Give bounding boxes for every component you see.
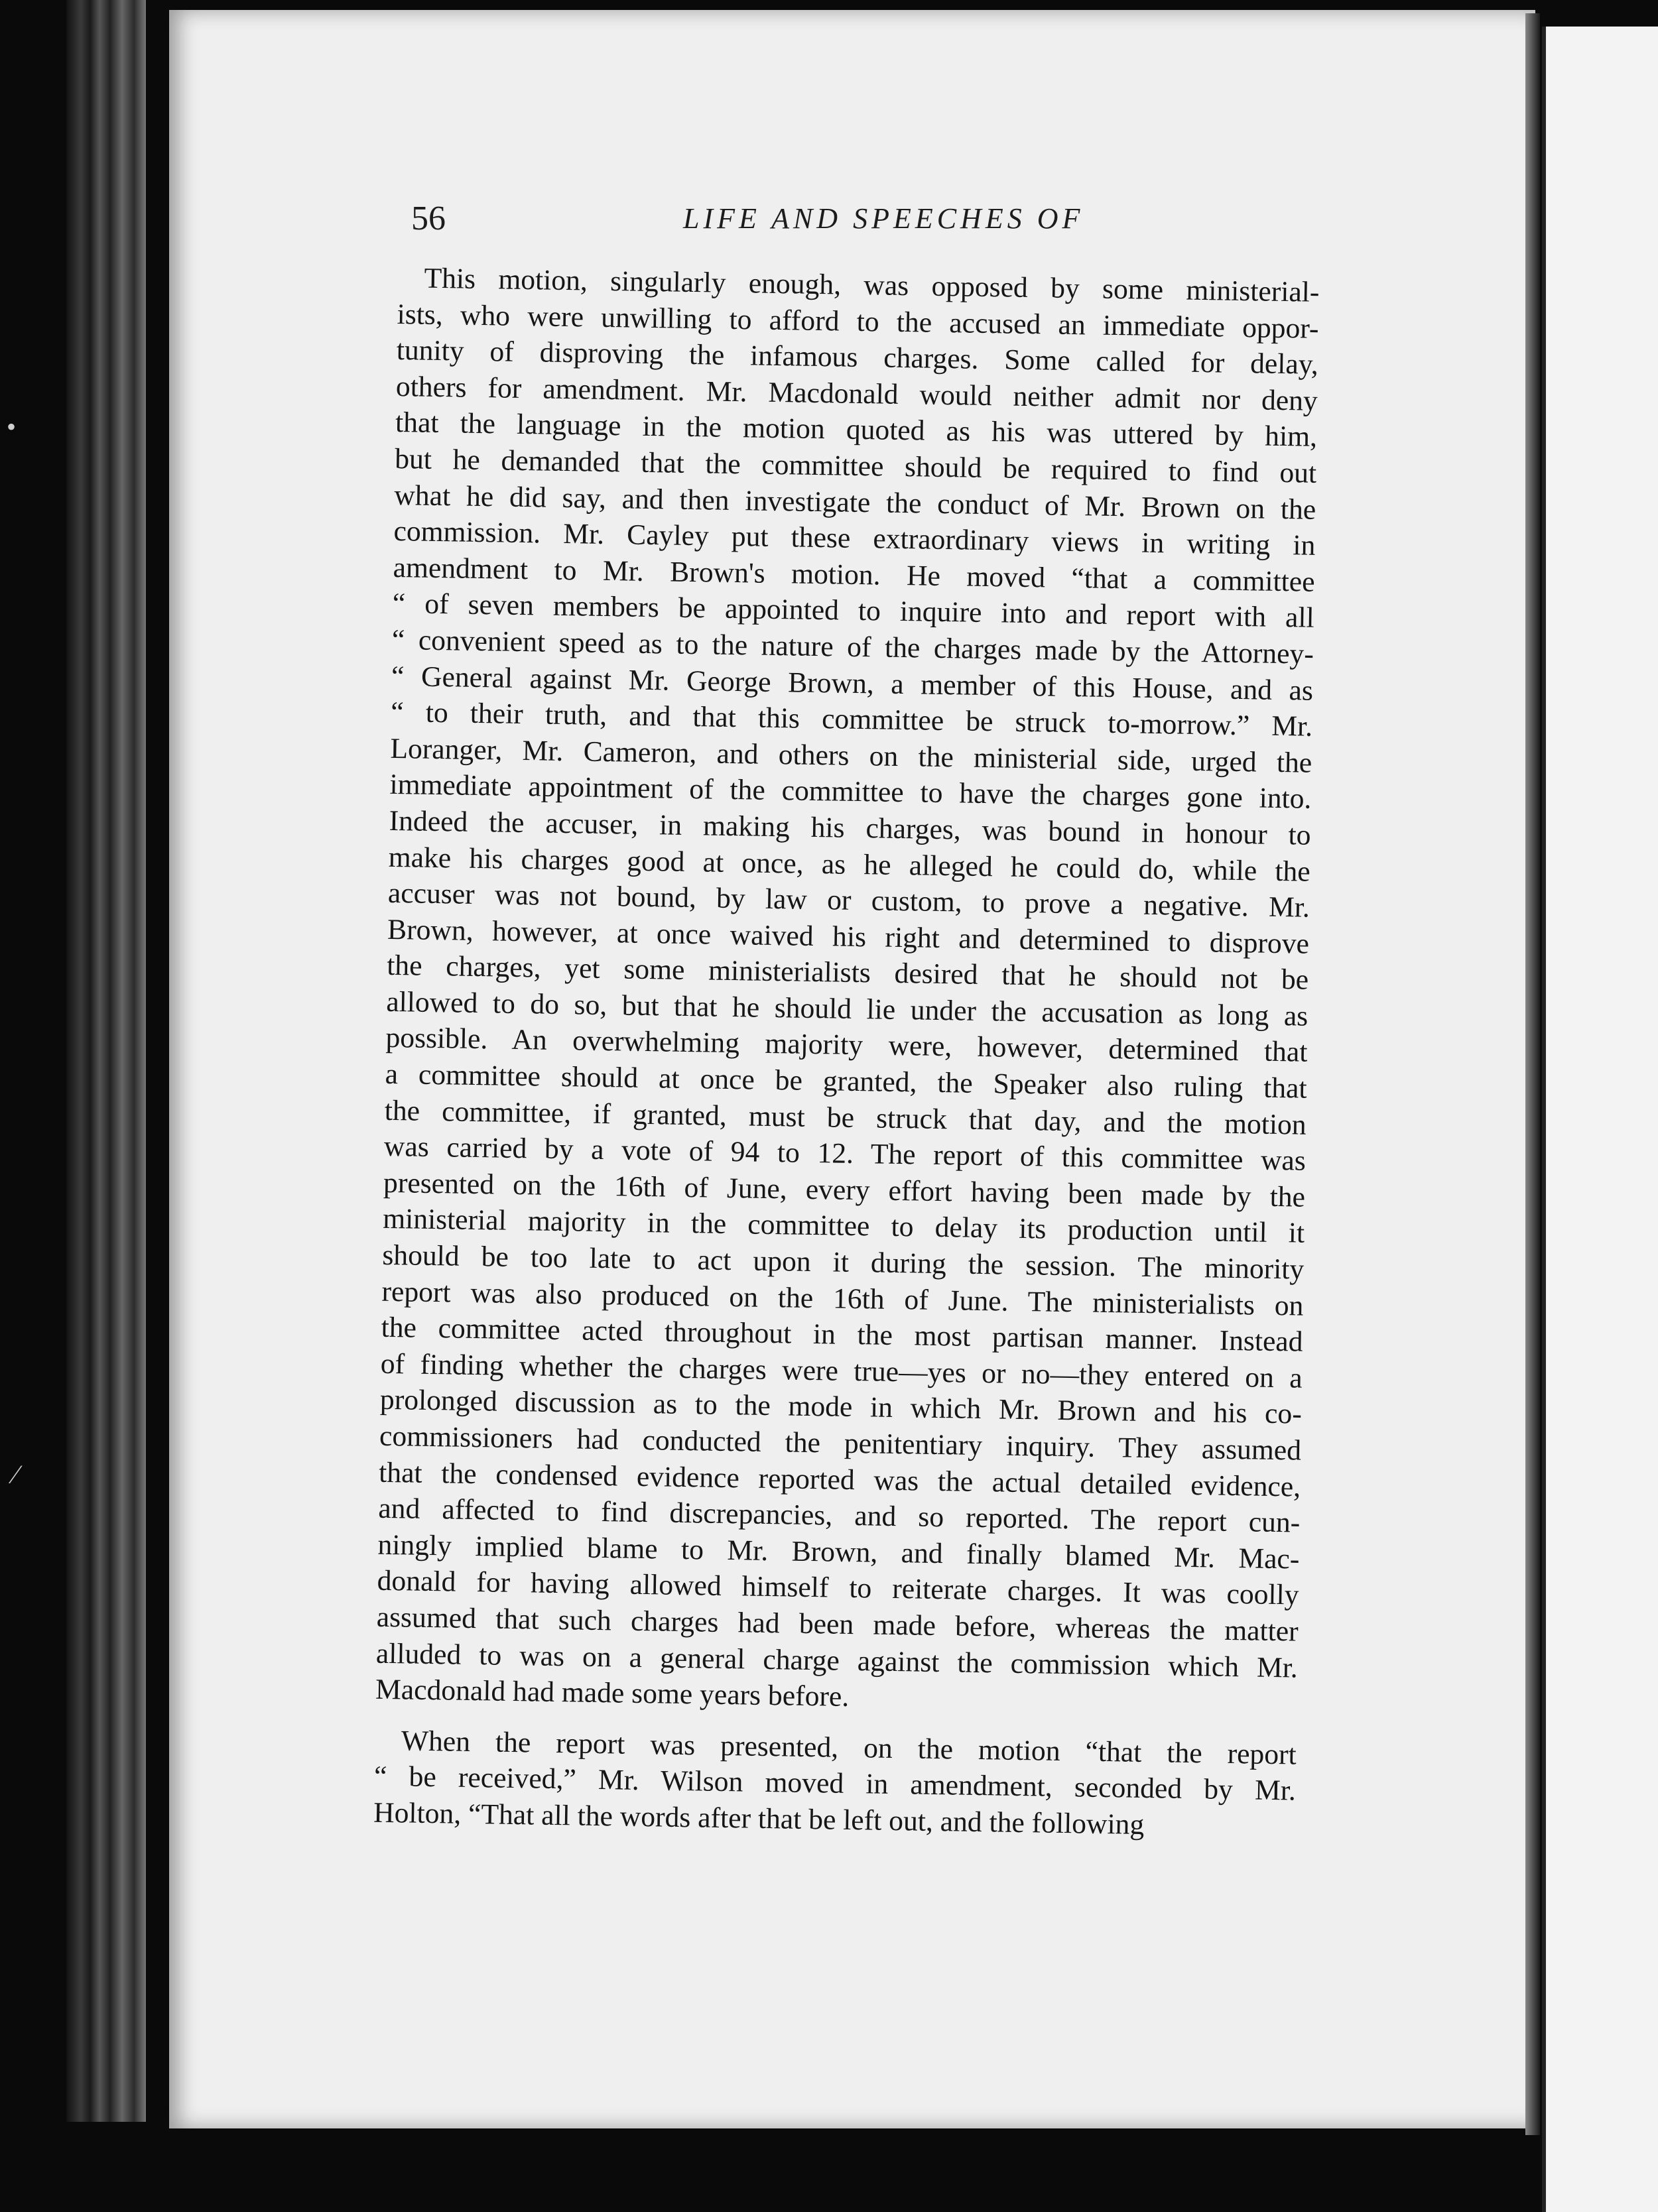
- text-line: should be too late to act upon it during the session. The minority: [382, 1239, 1305, 1286]
- margin-mark: ⁄: [13, 1459, 18, 1489]
- text-line: and affected to find discrepancies, and so reported. The report cun-: [378, 1492, 1301, 1539]
- text-line: “ be received,” Mr. Wilson moved in amendment, seconded by Mr.: [373, 1760, 1297, 1807]
- book-binding: [66, 0, 146, 2122]
- page-number: 56: [411, 200, 446, 237]
- text-line: accuser was not bound, by law or custom, to prove a negative. Mr.: [387, 877, 1310, 924]
- text-line: that the language in the motion quoted as his was uttered by him,: [395, 406, 1318, 454]
- text-line: prolonged discussion as to the mode in which Mr. Brown and his co-: [379, 1384, 1303, 1431]
- text-line: was carried by a vote of 94 to 12. The report of this committee was: [383, 1131, 1307, 1177]
- text-line: “ convenient speed as to the nature of the charges made by the Attorney-: [391, 623, 1314, 670]
- text-line: what he did say, and then investigate the conduct of Mr. Brown on the: [394, 479, 1316, 526]
- text-line: alluded to was on a general charge against the commission which Mr.: [375, 1637, 1299, 1684]
- text-line: “ General against Mr. George Brown, a member of this House, and as: [391, 660, 1314, 707]
- text-line: Brown, however, at once waived his right and determined to disprove: [387, 913, 1310, 960]
- text-line: presented on the 16th of June, every effort having been made by the: [383, 1166, 1306, 1213]
- paragraph: [373, 1722, 1297, 1845]
- text-line: ists, who were unwilling to afford to the accused an immediate oppor-: [397, 298, 1319, 345]
- text-line: Loranger, Mr. Cameron, and others on the ministerial side, urged the: [390, 732, 1312, 779]
- text-line: of finding whether the charges were true—yes or no—they entered on a: [380, 1347, 1303, 1394]
- text-line: others for amendment. Mr. Macdonald would neither admit nor deny: [395, 370, 1318, 417]
- text-line: “ to their truth, and that this committee be struck to-morrow.” Mr.: [390, 696, 1313, 743]
- text-line: possible. An overwhelming majority were, however, determined that: [385, 1022, 1308, 1069]
- text-line: donald for having allowed himself to reiterate charges. It was coolly: [377, 1565, 1299, 1611]
- margin-mark: •: [7, 412, 17, 442]
- body-text: [373, 260, 1320, 1845]
- text-line: amendment to Mr. Brown's motion. He moved “that a committee: [393, 551, 1315, 598]
- text-line: a committee should at once be granted, the Speaker also ruling that: [385, 1058, 1307, 1105]
- text-line: make his charges good at once, as he alleged he could do, while the: [388, 841, 1311, 888]
- paragraph: [375, 260, 1320, 1722]
- text-line: “ of seven members be appointed to inquire into and report with all: [392, 587, 1315, 635]
- text-line: allowed to do so, but that he should lie under the accusation as long as: [386, 985, 1308, 1032]
- text-line: Holton, “That all the words after that be left out, and the following: [373, 1796, 1145, 1841]
- text-line: commission. Mr. Cayley put these extraordinary views in writing in: [393, 515, 1316, 562]
- running-head: [411, 199, 1326, 252]
- text-line: immediate appointment of the committee to have the charges gone into.: [389, 768, 1312, 816]
- text-line: Indeed the accuser, in making his charges, was bound in honour to: [389, 804, 1311, 851]
- text-line: assumed that such charges had been made before, whereas the matter: [376, 1601, 1299, 1648]
- text-line: ningly implied blame to Mr. Brown, and finally blamed Mr. Mac-: [377, 1528, 1300, 1575]
- text-line: but he demanded that the committee should be required to find out: [394, 442, 1317, 489]
- text-line: Macdonald had made some years before.: [375, 1673, 850, 1713]
- text-line: This motion, singularly enough, was opposed by some ministerial-: [424, 262, 1320, 308]
- text-line: report was also produced on the 16th of June. The ministerialists on: [381, 1275, 1304, 1322]
- text-line: the committee acted throughout in the most partisan manner. Instead: [381, 1312, 1303, 1358]
- page-fold: [1525, 13, 1540, 2135]
- text-line: commissioners had conducted the penitentiary inquiry. They assumed: [379, 1420, 1302, 1467]
- facing-page-edge: [1542, 27, 1658, 2212]
- text-line: When the report was presented, on the motion “that the report: [401, 1725, 1297, 1771]
- text-line: ministerial majority in the committee to delay its production until it: [382, 1203, 1305, 1250]
- text-line: the committee, if granted, must be struck that day, and the motion: [384, 1094, 1307, 1141]
- running-title: LIFE AND SPEECHES OF: [683, 202, 1084, 235]
- text-line: that the condensed evidence reported was the actual detailed evidence,: [378, 1456, 1301, 1503]
- text-line: tunity of disproving the infamous charges. Some called for delay,: [396, 334, 1319, 381]
- text-line: the charges, yet some ministerialists desired that he should not be: [386, 950, 1309, 996]
